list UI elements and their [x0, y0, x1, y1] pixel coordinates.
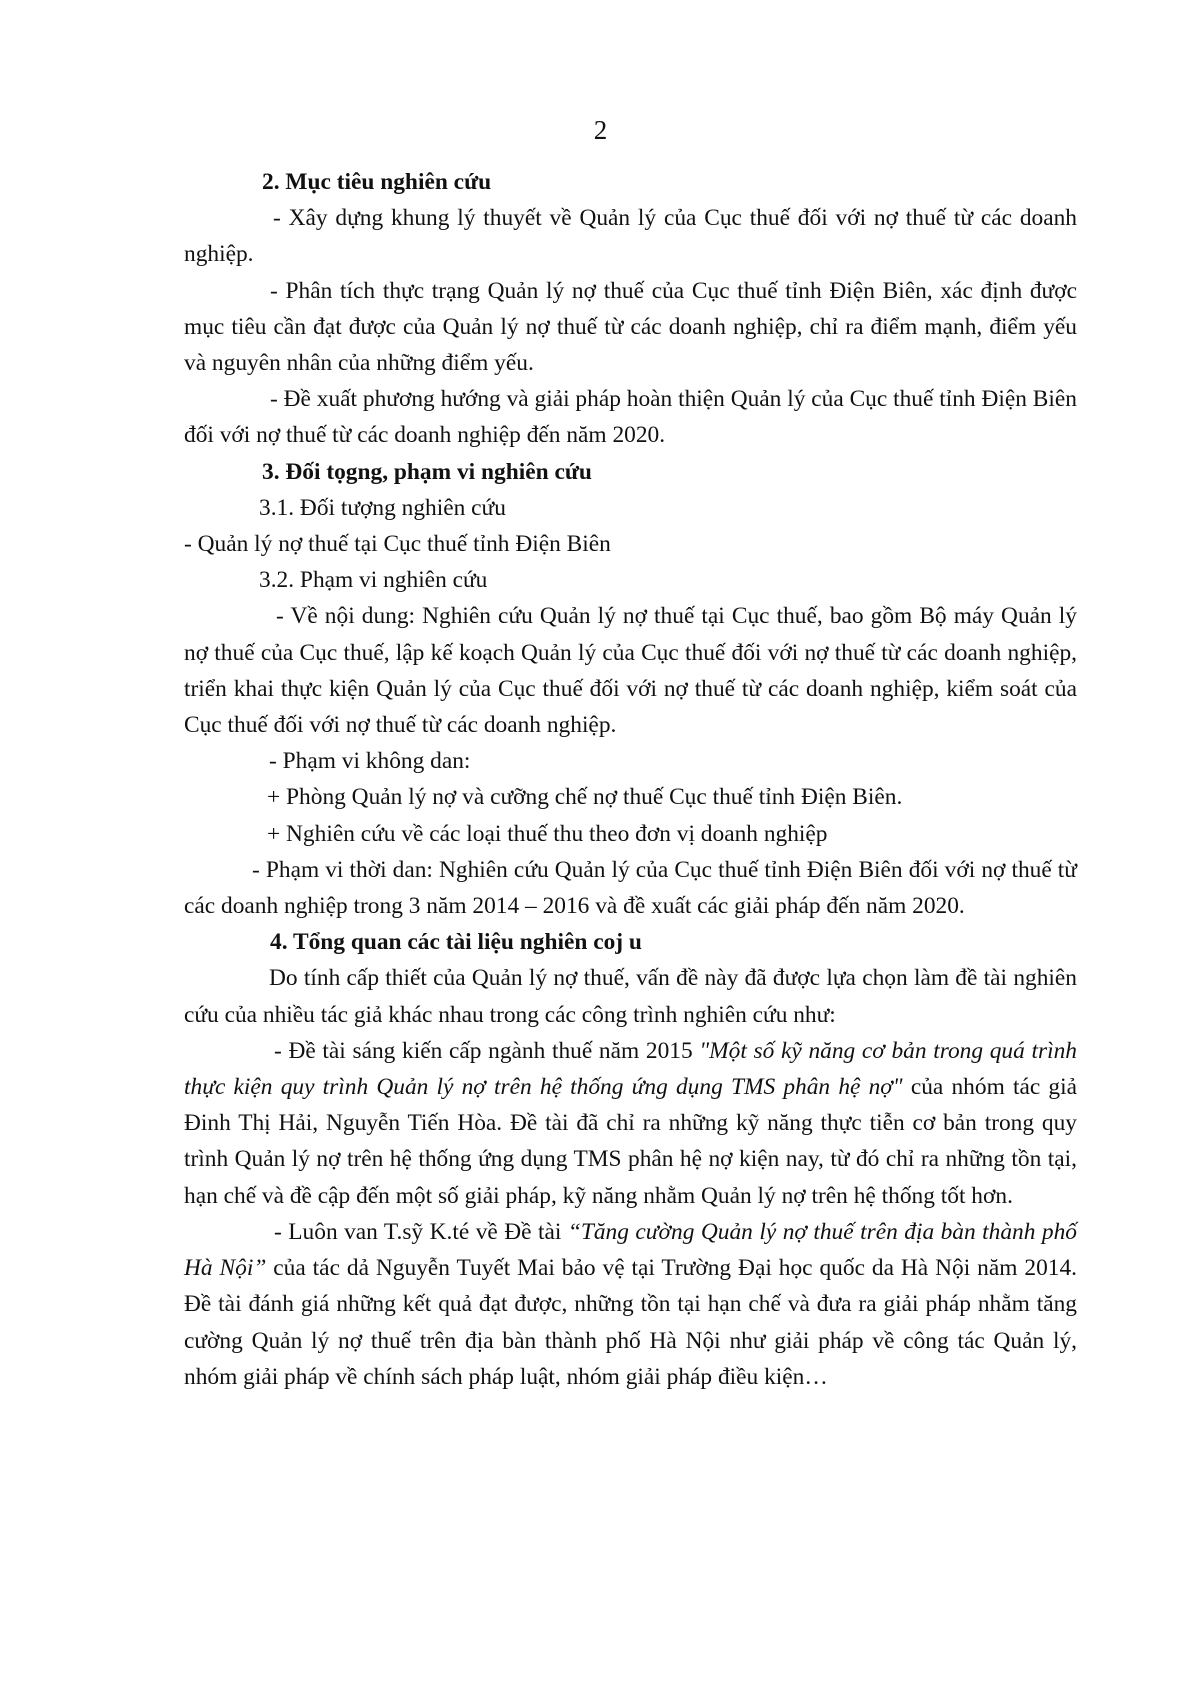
space-scope-item-2: + Nghiên cứu về các loại thuế thu theo đơn vị doanh nghiệp	[267, 820, 828, 847]
page-content	[184, 164, 1077, 1395]
objective-paragraph-2: - Phân tích thực trạng Quản lý nợ thuế của Cục thuế tỉnh Điện Biên, xác định được mục tiêu cần đạt được của Quản lý nợ thuế từ các doanh nghiệp, chỉ ra điểm mạnh, điểm yếu và nguyên nhân của những điểm yếu.	[184, 277, 1077, 377]
objective-paragraph-1: - Xây dựng khung lý thuyết về Quản lý của Cục thuế đối với nợ thuế từ các doanh nghiệp.	[184, 205, 1077, 268]
literature-item-2-body: của tác dả Nguyễn Tuyết Mai bảo vệ tại Trường Đại học quốc da Hà Nội năm 2014. Đề tài đánh giá những kết quả đạt được, những tồn tại hạn chế và đưa ra giải pháp nhằm tăng cường Quản lý nợ thuế trên địa bàn thành phố Hà Nội như giải pháp về công tác Quản lý, nhóm giải pháp về chính sách pháp luật, nhóm giải pháp điều kiện…	[184, 1255, 1077, 1390]
literature-item-2	[184, 1214, 1077, 1395]
space-scope-item-1: + Phòng Quản lý nợ và cưỡng chế nợ thuế Cục thuế tỉnh Điện Biên.	[267, 784, 903, 811]
section-4-heading: 4. Tổng quan các tài liệu nghiên coj u	[270, 929, 642, 956]
literature-intro-paragraph: Do tính cấp thiết của Quản lý nợ thuế, vấn đề này đã được lựa chọn làm đề tài nghiên cứu của nhiều tác giả khác nhau trong các công trình nghiên cứu như:	[184, 965, 1077, 1028]
literature-item-1-title: "Một số kỹ năng cơ bản trong quá trình thực kiện quy trình Quản lý nợ trên hệ thống ứng dụng TMS phân hệ nợ"	[184, 1037, 1077, 1101]
content-scope-paragraph: - Về nội dung: Nghiên cứu Quản lý nợ thuế tại Cục thuế, bao gồm Bộ máy Quản lý nợ thuế của Cục thuế, lập kế koạch Quản lý của Cục thuế đối với nợ thuế từ các doanh nghiệp, triển khai thực kiện Quản lý của Cục thuế đối với nợ thuế từ các doanh nghiệp, kiểm soát của Cục thuế đối với nợ thuế từ các doanh nghiệp.	[184, 603, 1077, 739]
time-scope-paragraph: - Phạm vi thời dan: Nghiên cứu Quản lý của Cục thuế tỉnh Điện Biên đối với nợ thuế từ các doanh nghiệp trong 3 năm 2014 – 2016 và đề xuất các giải pháp đến năm 2020.	[184, 856, 1077, 920]
literature-item-1-body: của nhóm tác giả Đinh Thị Hải, Nguyễn Tiến Hòa. Đề tài đã chỉ ra những kỹ năng thực tiễn cơ bản trong quy trình Quản lý nợ trên hệ thống ứng dụng TMS phân hệ nợ kiện nay, từ đó chỉ ra những tồn tại, hạn chế và đề cập đến một số giải pháp, kỹ năng nhằm Quản lý nợ trên hệ thống tốt hơn.	[184, 1074, 1078, 1209]
literature-item-2-title: “Tăng cường Quản lý nợ thuế trên địa bàn thành phố Hà Nội”	[184, 1218, 1078, 1282]
literature-item-1	[184, 1033, 1077, 1214]
literature-item-2-lead: - Luôn van T.sỹ K.té về Đề tài	[274, 1218, 568, 1245]
objective-paragraph-3: - Đề xuất phương hướng và giải pháp hoàn thiện Quản lý của Cục thuế tỉnh Điện Biên đối với nợ thuế từ các doanh nghiệp đến năm 2020.	[184, 386, 1077, 449]
page-number: 2	[593, 115, 608, 145]
literature-item-1-lead: - Đề tài sáng kiến cấp ngành thuế năm 2015	[274, 1037, 700, 1064]
space-scope-heading: - Phạm vi không dan:	[269, 748, 471, 775]
subsection-3-1-heading: 3.1. Đối tượng nghiên cứu	[259, 494, 506, 521]
section-2-heading: 2. Mục tiêu nghiên cứu	[262, 169, 492, 195]
section-3-heading: 3. Đối tọgng, phạm vi nghiên cứu	[262, 458, 592, 485]
subsection-3-2-heading: 3.2. Phạm vi nghiên cứu	[259, 567, 488, 594]
research-object-item: - Quản lý nợ thuế tại Cục thuế tỉnh Điện Biên	[184, 531, 611, 558]
